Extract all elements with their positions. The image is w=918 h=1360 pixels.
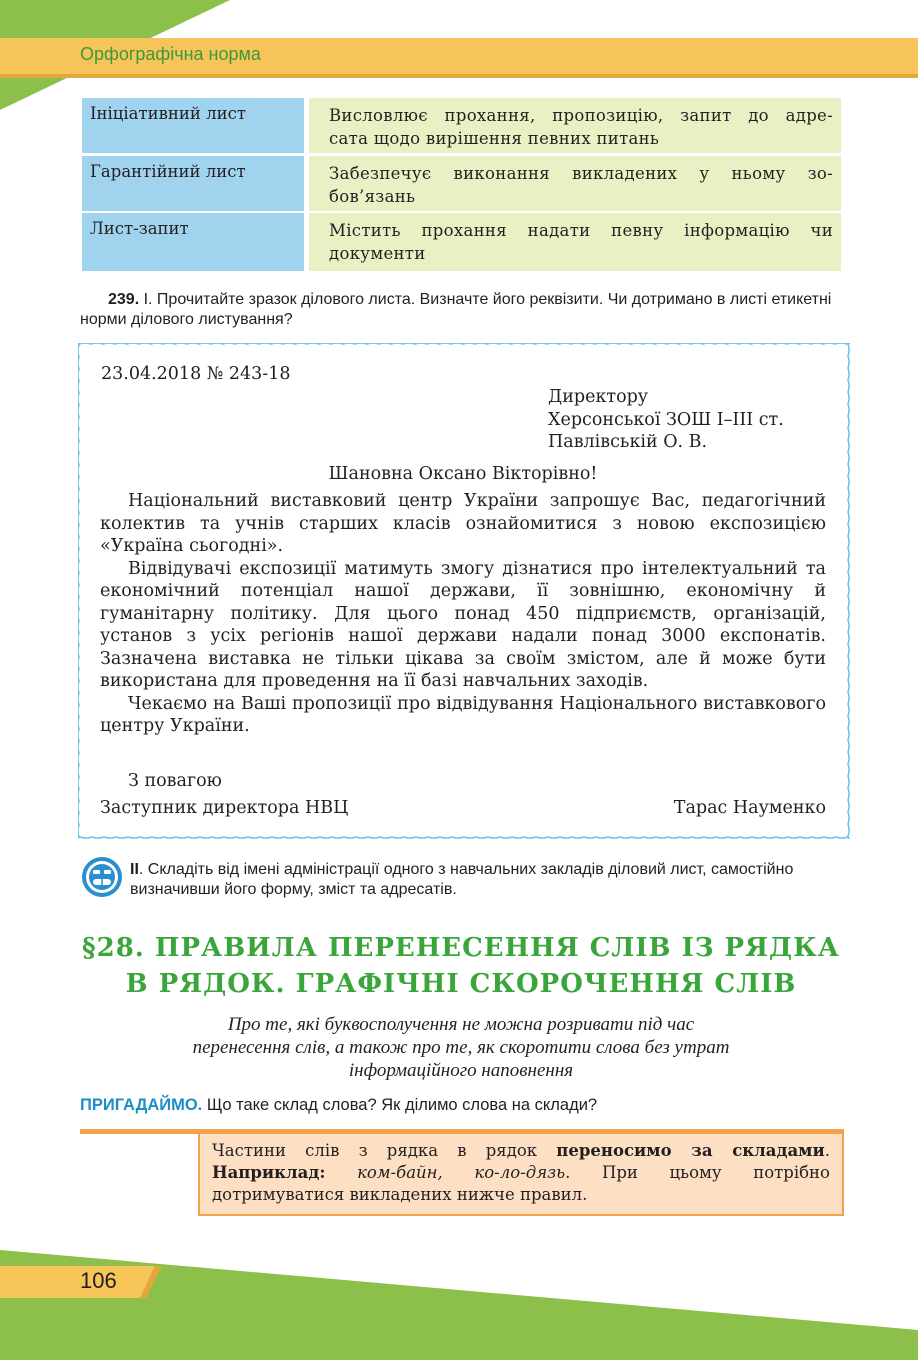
letter-signer-title: Заступник директора НВЦ bbox=[100, 798, 349, 818]
desc-line: документи bbox=[329, 244, 426, 263]
smiley-group-icon bbox=[80, 855, 124, 899]
table-cell-desc bbox=[309, 213, 841, 271]
table-cell-type: Ініціативний лист bbox=[82, 98, 304, 153]
addressee-line: Херсонської ЗОШ І–ІІІ ст. bbox=[548, 409, 784, 430]
rule-bold: переносимо за складами bbox=[556, 1141, 825, 1160]
footer-decoration bbox=[0, 1240, 918, 1360]
addressee-line: Директору bbox=[548, 387, 649, 407]
desc-line: Забезпечує виконання викладених у ньому зо- bbox=[329, 164, 833, 183]
section-subtitle bbox=[100, 1013, 822, 1082]
letter-closing: З повагою bbox=[128, 771, 222, 791]
letter-greeting: Шановна Оксано Вікторівно! bbox=[328, 464, 598, 484]
subtitle-line: інформаційного наповнення bbox=[348, 1060, 574, 1081]
rule-text: Частини слів з рядка в рядок bbox=[212, 1141, 557, 1160]
desc-line: бов’язань bbox=[329, 187, 416, 206]
exercise-part-2 bbox=[130, 860, 844, 900]
section-title bbox=[80, 930, 842, 1002]
letter-body bbox=[100, 490, 826, 738]
rule-example: ком-байн, ко-ло-дязь bbox=[325, 1163, 566, 1182]
rule-text: . При цьому потрібно дотримуватися викладених нижче правил. bbox=[212, 1163, 830, 1204]
letter-paragraph: Відвідувачі експозиції матимуть змогу дізнатися про інтелектуальний та економічний потенціал нашої держави, її зовнішню, економічну й гуманітарну політику. Для цього понад 450 підприємств, організацій, установ з усіх регіонів нашої держави надали понад 3000 експонатів. Зазначена виставка не тільки цікава за своїм змістом, але й може бути використана для проведення на її базі навчальних заходів. bbox=[100, 558, 826, 691]
recall-prompt bbox=[80, 1096, 597, 1115]
running-header-title: Орфографічна норма bbox=[80, 44, 261, 64]
desc-line: Містить прохання надати певну інформацію чи bbox=[329, 221, 833, 240]
section-title-line: В РЯДОК. ГРАФІЧНІ СКОРОЧЕННЯ СЛІВ bbox=[125, 969, 797, 999]
desc-line: Висловлює прохання, пропозицію, запит до адре- bbox=[329, 106, 833, 125]
rule-bold: Наприклад: bbox=[212, 1163, 326, 1182]
subtitle-line: Про те, які буквосполучення не можна розривати під час bbox=[227, 1014, 695, 1035]
exercise-number: 239. bbox=[108, 291, 140, 308]
table-cell-desc bbox=[309, 156, 841, 211]
letter-signer-name: Тарас Науменко bbox=[673, 798, 826, 818]
section-title-line: §28. ПРАВИЛА ПЕРЕНЕСЕННЯ СЛІВ ІЗ РЯДКА bbox=[82, 933, 840, 963]
rule-box bbox=[198, 1134, 844, 1216]
exercise-text: . Складіть від імені адміністрації одного з навчальних закладів діловий лист, самостійно визначивши його форму, зміст та адресатів. bbox=[130, 861, 794, 898]
recall-text: Що таке склад слова? Як ділимо слова на склади? bbox=[202, 1096, 598, 1114]
table-cell-desc bbox=[309, 98, 841, 153]
table-cell-type: Гарантійний лист bbox=[82, 156, 304, 211]
addressee-line: Павлівській О. В. bbox=[548, 432, 708, 452]
page-number: 106 bbox=[80, 1268, 117, 1293]
rule-text: . bbox=[824, 1141, 830, 1160]
recall-label: ПРИГАДАЙМО. bbox=[80, 1096, 203, 1114]
subtitle-line: перенесення слів, а також про те, як скоротити слова без утрат bbox=[192, 1037, 730, 1058]
exercise-text: І. Прочитайте зразок ділового листа. Визначте його реквізити. Чи дотримано в листі етикетні норми ділового листування? bbox=[80, 291, 832, 328]
table-cell-type: Лист-запит bbox=[82, 213, 304, 271]
letter-date: 23.04.2018 № 243-18 bbox=[101, 364, 291, 384]
letter-paragraph: Чекаємо на Ваші пропозиції про відвідування Національного виставкового центру України. bbox=[100, 693, 826, 736]
header-shadow bbox=[0, 74, 918, 78]
exercise-part-label: ІІ bbox=[130, 861, 139, 878]
exercise-239 bbox=[80, 290, 842, 330]
letter-paragraph: Національний виставковий центр України запрошує Вас, педагогічний колектив та учнів старших класів ознайомитися з новою експозицією «Україна сьогодні». bbox=[100, 491, 826, 556]
desc-line: сата щодо вирішення певних питань bbox=[329, 129, 660, 148]
letter-addressee bbox=[548, 386, 784, 454]
